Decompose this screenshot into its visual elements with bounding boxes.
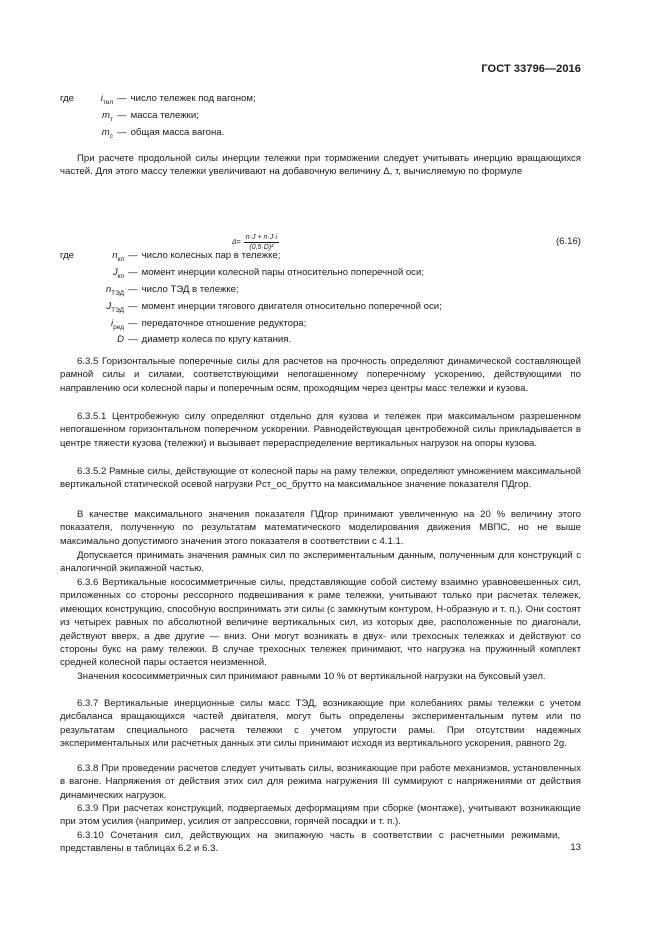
symbol: $i_{тел}$ [100,93,113,106]
symbol: $J_{кп}$ [112,266,124,280]
formula-numerator: n·J + n·J·i [245,234,278,241]
symbol: $n_{ТЭД}$ [105,283,124,297]
definitions-block-1 [60,91,256,142]
definition-text: число ТЭД в тележке; [141,283,239,295]
definition-row: $n_{ТЭД}$ — число ТЭД в тележке; [60,282,442,299]
formula-lhs: Δ [232,239,237,246]
definition-row: где $n_{кп}$ — число колесных пар в тележке; [60,250,281,263]
paragraph-6-3-6: 6.3.6 Вертикальные кососимметричные силы, представляющие собой систему взаимно уравновешенных сил, приложенных со стороны рессорного подвешивания к раме тележки, учитывают только при расчетах тележек, имеющих конструкцию, способную воспринимать эти силы (с замкнутым контуром, Н-образную и т. п.). Они состоят из четырех равных по абсолютной величине вертикальных сил, из которых две, расположенные по диагонали, действуют вверх, а две другие — вниз. Они могут возникать в двух- или трехосных тележках и действуют со стороны букс на раму тележки. В случае трехосных тележек принимают, что нагрузка на пружинный комплект средней колесной пары остается неизменной. [60,577,581,669]
paragraph-6-3-5-1: 6.3.5.1 Центробежную силу определяют отдельно для кузова и тележек при максимальном разрешенном непогашенном горизонтальном поперечном ускорении. Равнодействующая центробежной силы прикладывается в центре тяжести кузова (тележки) и вызывает перераспределение вертикальных нагрузок на опоры кузова. [60,411,581,449]
paragraph-6-3-8: 6.3.8 При проведении расчетов следует учитывать силы, возникающие при работе механизмов, установленных в вагоне. Напряжения от действия этих сил для режима нагружения III суммируют с напряжениями от действия динамических нагрузок. [60,763,581,801]
definition-text: передаточное отношение редуктора; [141,317,307,329]
definition-row: $J_{ТЭД}$ — момент инерции тягового двигателя относительно поперечной оси; [60,299,442,316]
paragraph-max-value: В качестве максимального значения показателя ПДгор принимают увеличенную на 20 % величину этого показателя, полученную по результатам математического моделирования движения МВПС, но не выше максимально допустимого значения этого показателя в соответствии с 4.1.1. [60,509,581,547]
paragraph-6-3-9: 6.3.9 При расчетах конструкций, подвергаемых деформациям при сборке (монтаже), учитывают возникающие при этом усилия (например, усилия от запрессовки, горячей посадки и т. п.). [60,803,581,828]
definition-text: момент инерции тягового двигателя относительно поперечной оси; [141,300,442,312]
standard-number: ГОСТ 33796—2016 [481,63,581,75]
definition-text: диаметр колеса по кругу катания. [141,334,292,346]
paragraph-skew-values: Значения кососимметричных сил принимают равными 10 % от вертикальной нагрузки на буксовый узел. [77,671,546,682]
definition-text: общая масса вагона. [130,126,225,138]
paragraph-inertia: При расчете продольной силы инерции тележки при торможении следует учитывать инерцию вращающихся частей. Для этого массу тележки увеличивают на добавочную величину Δ, т, вычисляемую по формуле [60,153,581,178]
definition-row: D — диаметр колеса по кругу катания. [60,332,442,349]
paragraph-experimental: Допускается принимать значения рамных сил по экспериментальным данным, полученным для конструкций с аналогичной экипажной частью. [60,550,581,575]
definition-row: где $i_{тел}$ — число тележек под вагоном; [60,93,256,106]
formula-denominator: (0,5·D)² [249,244,274,251]
symbol: $i_{ред}$ [110,317,124,331]
definition-text: число колесных пар в тележке; [141,250,281,261]
paragraph-6-3-10: 6.3.10 Сочетания сил, действующих на экипажную часть в соответствии с расчетными режимами, представлены в таблицах 6.2 и 6.3. [60,830,560,855]
paragraph-6-3-5-2: 6.3.5.2 Рамные силы, действующие от колесной пары на раму тележки, определяют умножением максимальной вертикальной статической осевой нагрузки Pст_ос_брутто на максимальное значение показателя ПДгор. [60,466,581,491]
definition-row: $J_{кп}$ — момент инерции колесной пары относительно поперечной оси; [60,265,442,282]
paragraph-6-3-5: 6.3.5 Горизонтальные поперечные силы для расчетов на прочность определяют динамической составляющей рамной силы и силами, соответствующими непогашенному поперечному ускорению, действующими по направлению оси колесной пары и поперечным осям, проходящим через центры масс тележки и кузова. [60,356,581,394]
definition-row: $m_с$ — общая масса вагона. [60,125,256,142]
where-label: где [60,250,75,261]
definition-text: масса тележки; [130,109,199,121]
symbol: $n_{кп}$ [112,250,124,263]
symbol: $m_т$ [102,109,113,123]
formula-6-16: Δ = $\frac{n\cdot J + n\cdot J\cdot i}{\text{(0,5·D)²}}$ [232,234,278,251]
definitions-block-2 [60,248,442,349]
where-label: где [60,93,75,104]
definition-text: момент инерции колесной пары относительно поперечной оси; [141,266,424,278]
definition-text: число тележек под вагоном; [130,93,256,104]
definition-row: $m_т$ — масса тележки; [60,108,256,125]
symbol: $J_{ТЭД}$ [106,300,124,314]
paragraph-6-3-7: 6.3.7 Вертикальные инерционные силы масс ТЭД, возникающие при колебаниях рамы тележки с учетом дисбаланса вращающихся частей двигателя, могут быть определены экспериментальным путем или по результатам специального расчета тележки с учетом упругости рамы. При отсутствии надежных экспериментальных или расчетных данных эти силы принимают исходя из вертикального ускорения, равного 2g. [60,698,581,750]
symbol: D [117,334,124,346]
definition-row: $i_{ред}$ — передаточное отношение редуктора; [60,316,442,333]
symbol: $m_с$ [101,126,113,140]
page-number: 13 [570,842,581,853]
equation-number: (6.16) [555,236,581,247]
